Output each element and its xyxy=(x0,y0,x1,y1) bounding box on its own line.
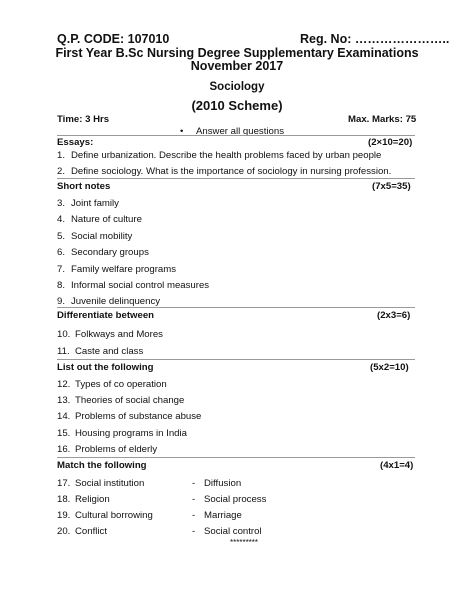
question-text: Joint family xyxy=(71,198,119,209)
question-text: Folkways and Mores xyxy=(75,329,163,340)
question-text: Juvenile delinquency xyxy=(71,296,161,307)
section-heading-differentiate: Differentiate between xyxy=(57,310,155,321)
match-dash: - xyxy=(192,478,196,489)
question-text: Types of co operation xyxy=(75,379,167,390)
question-text: Informal social control measures xyxy=(71,280,210,291)
match-left-item: Cultural borrowing xyxy=(75,510,153,521)
question-text: Problems of substance abuse xyxy=(75,411,202,422)
match-right-item: Diffusion xyxy=(204,478,242,489)
match-dash: - xyxy=(192,494,196,505)
question-text: Nature of culture xyxy=(71,214,142,225)
question-number: 9. xyxy=(57,296,66,307)
section-marks-short-notes: (7x5=35) xyxy=(372,181,411,192)
end-mark: ********* xyxy=(230,538,259,547)
section-heading-essays: Essays: xyxy=(57,137,94,148)
question-number: 5. xyxy=(57,231,66,242)
question-text: Caste and class xyxy=(75,346,144,357)
question-number: 8. xyxy=(57,280,66,291)
subject-title: Sociology xyxy=(209,81,265,93)
max-marks: Max. Marks: 75 xyxy=(348,114,417,125)
section-divider xyxy=(57,359,415,360)
question-number: 4. xyxy=(57,214,66,225)
question-text: Define sociology. What is the importance of sociology in nursing profession. xyxy=(71,166,392,177)
section-heading-short-notes: Short notes xyxy=(57,181,111,192)
match-dash: - xyxy=(192,526,196,537)
section-divider xyxy=(57,178,415,179)
section-marks-match: (4x1=4) xyxy=(380,460,414,471)
section-divider xyxy=(57,135,415,136)
question-number: 19. xyxy=(57,510,71,521)
section-heading-list-out: List out the following xyxy=(57,362,154,373)
question-text: Secondary groups xyxy=(71,247,149,258)
question-number: 15. xyxy=(57,428,71,439)
question-number: 13. xyxy=(57,395,71,406)
match-dash: - xyxy=(192,510,196,521)
reg-no: Reg. No: ………………….. xyxy=(300,32,450,46)
match-right-item: Social process xyxy=(204,494,267,505)
exam-date: November 2017 xyxy=(190,59,284,73)
question-text: Define urbanization. Describe the health problems faced by urban people xyxy=(71,150,382,161)
question-number: 17. xyxy=(57,478,71,489)
question-text: Family welfare programs xyxy=(71,264,177,275)
question-number: 20. xyxy=(57,526,71,537)
instruction-bullet: • xyxy=(180,126,184,137)
match-right-item: Social control xyxy=(204,526,262,537)
time-limit: Time: 3 Hrs xyxy=(57,114,110,125)
question-number: 3. xyxy=(57,198,66,209)
match-left-item: Conflict xyxy=(75,526,107,537)
section-heading-match: Match the following xyxy=(57,460,147,471)
question-text: Theories of social change xyxy=(75,395,185,406)
section-marks-essays: (2×10=20) xyxy=(368,137,413,148)
question-text: Problems of elderly xyxy=(75,444,158,455)
question-number: 11. xyxy=(57,346,70,357)
section-marks-differentiate: (2x3=6) xyxy=(377,310,411,321)
question-number: 10. xyxy=(57,329,71,340)
section-marks-list-out: (5x2=10) xyxy=(370,362,409,373)
match-left-item: Social institution xyxy=(75,478,145,489)
exam-title: First Year B.Sc Nursing Degree Supplementary Examinations xyxy=(55,46,419,60)
question-number: 12. xyxy=(57,379,71,390)
question-number: 2. xyxy=(57,166,66,177)
question-number: 6. xyxy=(57,247,66,258)
question-number: 18. xyxy=(57,494,71,505)
question-text: Housing programs in India xyxy=(75,428,187,439)
instruction: Answer all questions xyxy=(196,126,284,137)
question-number: 7. xyxy=(57,264,66,275)
question-text: Social mobility xyxy=(71,231,133,242)
section-divider xyxy=(57,457,415,458)
question-number: 14. xyxy=(57,411,71,422)
qp-code: Q.P. CODE: 107010 xyxy=(57,32,170,46)
scheme-title: (2010 Scheme) xyxy=(191,98,283,113)
match-right-item: Marriage xyxy=(204,510,242,521)
question-number: 16. xyxy=(57,444,71,455)
question-number: 1. xyxy=(57,150,66,161)
match-left-item: Religion xyxy=(75,494,110,505)
section-divider xyxy=(57,307,415,308)
